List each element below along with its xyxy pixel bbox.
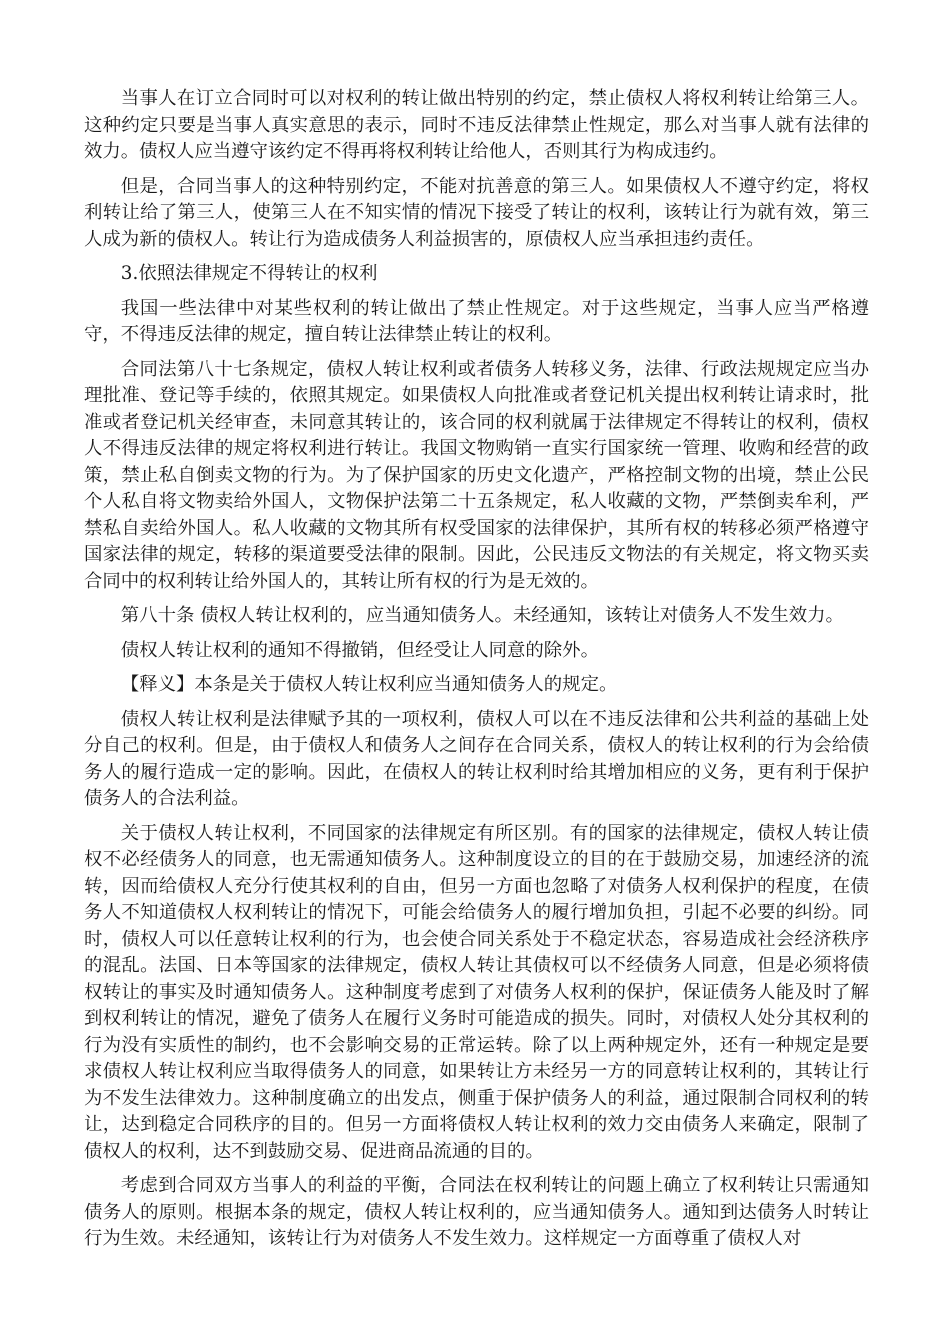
paragraph-balance-of-interests: 考虑到合同双方当事人的利益的平衡，合同法在权利转让的问题上确立了权利转让只需通知债务人的原则。根据本条的规定，债权人转让权利的，应当通知债务人。通知到达债务人时转让行为生效。未经通知，该转让行为对债务人不发生效力。这样规定一方面尊重了债权人对: [84, 1175, 869, 1249]
paragraph-comparative-law: 关于债权人转让权利，不同国家的法律规定有所区别。有的国家的法律规定，债权人转让债权不必经债务人的同意，也无需通知债务人。这种制度设立的目的在于鼓励交易，加速经济的流转，因而给债权人充分行使其权利的自由，但另一方面也忽略了对债务人权利保护的程度，在债务人不知道债权人权利转让的情况下，可能会给债务人的履行增加负担，引起不必要的纠纷。同时，债权人可以任意转让权利的行为，也会使合同关系处于不稳定状态，容易造成社会经济秩序的混乱。法国、日本等国家的法律规定，债权人转让其债权可以不经债务人同意，但是必须将债权转让的事实及时通知债务人。这种制度考虑到了对债务人权利的保护，保证债务人能及时了解到权利转让的情况，避免了债务人在履行义务时可能造成的损失。同时，对债权人处分其权利的行为没有实质性的制约，也不会影响交易的正常运转。除了以上两种规定外，还有一种规定是要求债权人转让权利应当取得债务人的同意，如果转让方未经另一方的同意转让权利的，其转让行为不发生法律效力。这种制度确立的出发点，侧重于保护债务人的利益，通过限制合同权利的转让，达到稳定合同秩序的目的。但另一方面将债权人转让权利的效力交由债务人来确定，限制了债权人的权利，达不到鼓励交易、促进商品流通的目的。: [84, 822, 869, 1162]
paragraph-interpretation: 【释义】本条是关于债权人转让权利应当通知债务人的规定。: [120, 674, 618, 695]
paragraph-contract-restriction: 当事人在订立合同时可以对权利的转让做出特别的约定，禁止债权人将权利转让给第三人。这种约定只要是当事人真实意思的表示，同时不违反法律禁止性规定，那么对当事人就有法律的效力。债权人应当遵守该约定不得再将权利转让给他人，否则其行为构成违约。: [84, 88, 869, 162]
paragraph-good-faith-third-party: 但是，合同当事人的这种特别约定，不能对抗善意的第三人。如果债权人不遵守约定，将权利转让给了第三人，使第三人在不知实情的情况下接受了转让的权利，该转让行为就有效，第三人成为新的债权人。转让行为造成债务人利益损害的，原债权人应当承担违约责任。: [84, 175, 869, 250]
paragraph-prohibitive-laws: 我国一些法律中对某些权利的转让做出了禁止性规定。对于这些规定，当事人应当严格遵守，不得违反法律的规定，擅自转让法律禁止转让的权利。: [84, 297, 869, 345]
article-80-heading: 第八十条 债权人转让权利的，应当通知债务人。未经通知，该转让对债务人不发生效力。: [120, 605, 844, 626]
paragraph-notice-irrevocable: 债权人转让权利的通知不得撤销，但经受让人同意的除外。: [120, 639, 599, 661]
paragraph-article-87: 合同法第八十七条规定，债权人转让权利或者债务人转移义务，法律、行政法规规定应当办理批准、登记等手续的，依照其规定。如果债权人向批准或者登记机关提出权利转让请求时，批准或者登记机关经审查，未同意其转让的，该合同的权利就属于法律规定不得转让的权利，债权人不得违反法律的规定将权利进行转让。我国文物购销一直实行国家统一管理、收购和经营的政策，禁止私自倒卖文物的行为。为了保护国家的历史文化遗产，严格控制文物的出境，禁止公民个人私自将文物卖给外国人，文物保护法第二十五条规定，私人收藏的文物，严禁倒卖牟利，严禁私自卖给外国人。私人收藏的文物其所有权受国家的法律保护，其所有权的转移必须严格遵守国家法律的规定，转移的渠道要受法律的限制。因此，公民违反文物法的有关规定，将文物买卖合同中的权利转让给外国人的，其转让所有权的行为是无效的。: [84, 358, 869, 592]
section-heading-legal-prohibition: 3.依照法律规定不得转让的权利: [120, 263, 378, 284]
document-body: [84, 86, 869, 1261]
paragraph-creditor-right: 债权人转让权利是法律赋予其的一项权利，债权人可以在不违反法律和公共利益的基础上处分自己的权利。但是，由于债权人和债务人之间存在合同关系，债权人的转让权利的行为会给债务人的履行造成一定的影响。因此，在债权人的转让权利时给其增加相应的义务，更有利于保护债务人的合法利益。: [84, 708, 869, 809]
